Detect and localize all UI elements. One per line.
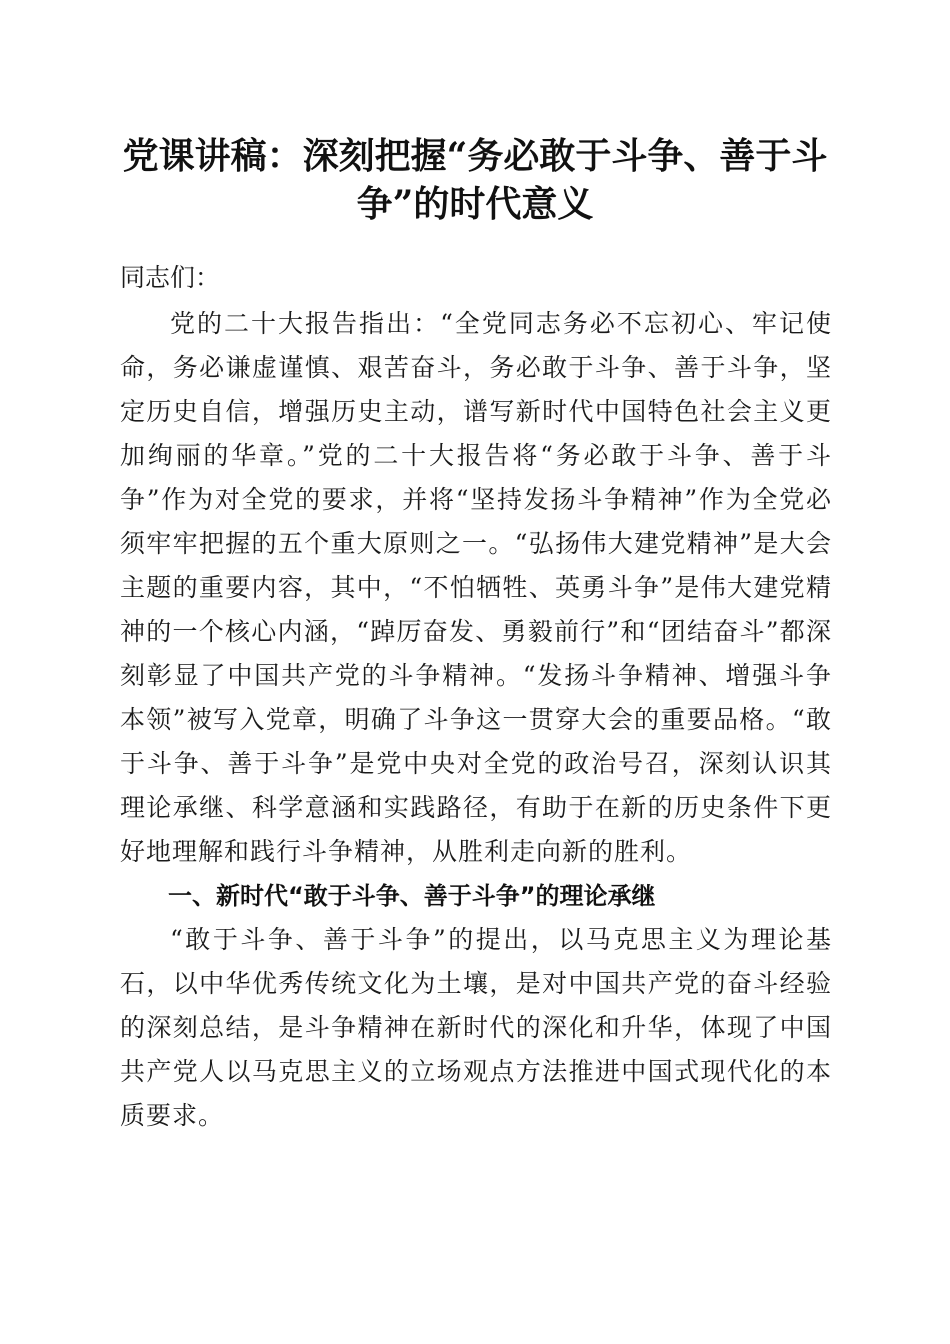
section-heading-1: 一、新时代“敢于斗争、善于斗争”的理论承继 — [168, 882, 656, 910]
salutation: 同志们： — [120, 263, 221, 292]
section-1-paragraph: “敢于斗争、善于斗争”的提出，以马克思主义为理论基石，以中华优秀传统文化为土壤，是对中国共产党的奋斗经验的深刻总结，是斗争精神在新时代的深化和升华，体现了中国共产党人以马克思主义的立场观点方法推进中国式现代化的本质要求。 — [120, 925, 832, 1130]
document-body — [120, 258, 832, 1138]
intro-paragraph: 党的二十大报告指出：“全党同志务必不忘初心、牢记使命，务必谦虚谨慎、艰苦奋斗，务必敢于斗争、善于斗争，坚定历史自信，增强历史主动，谱写新时代中国特色社会主义更加绚丽的华章。”党的二十大报告将“务必敢于斗争、善于斗争”作为对全党的要求，并将“坚持发扬斗争精神”作为全党必须牢牢把握的五个重大原则之一。“弘扬伟大建党精神”是大会主题的重要内容，其中，“不怕牺牲、英勇斗争”是伟大建党精神的一个核心内涵，“踔厉奋发、勇毅前行”和“团结奋斗”都深刻彰显了中国共产党的斗争精神。“发扬斗争精神、增强斗争本领”被写入党章，明确了斗争这一贯穿大会的重要品格。“敢于斗争、善于斗争”是党中央对全党的政治号召，深刻认识其理论承继、科学意涵和实践路径，有助于在新的历史条件下更好地理解和践行斗争精神，从胜利走向新的胜利。 — [120, 309, 832, 866]
document-title: 党课讲稿：深刻把握“务必敢于斗争、善于斗争”的时代意义 — [122, 135, 828, 225]
